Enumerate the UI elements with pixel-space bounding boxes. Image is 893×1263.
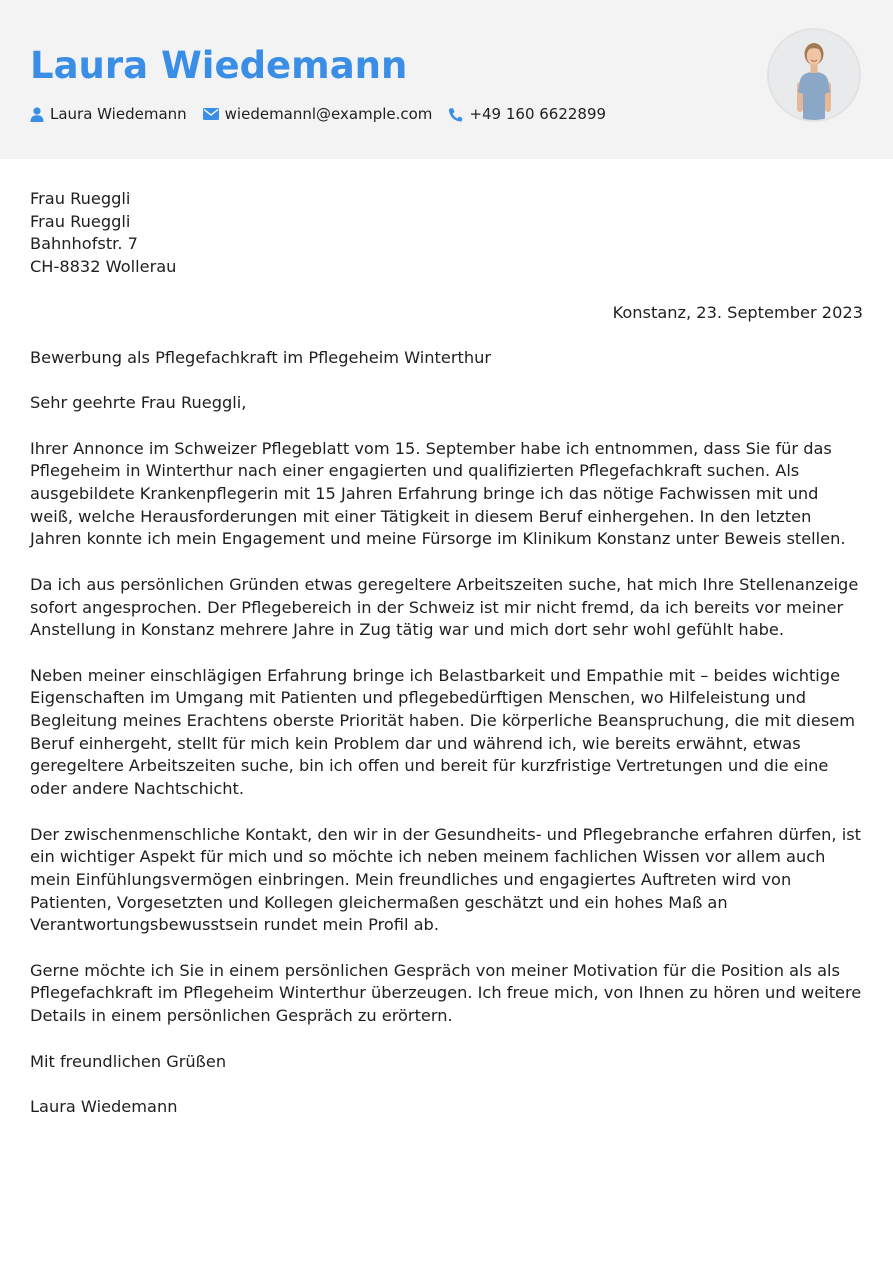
letter-salutation: Sehr geehrte Frau Rueggli, bbox=[30, 393, 247, 413]
contact-name bbox=[30, 103, 187, 125]
recipient-city: CH-8832 Wollerau bbox=[30, 257, 177, 277]
recipient-street: Bahnhofstr. 7 bbox=[30, 234, 138, 254]
contact-phone[interactable] bbox=[448, 103, 606, 125]
user-icon bbox=[30, 107, 50, 122]
profile-photo bbox=[769, 30, 859, 120]
letter-closing: Mit freundlichen Grüßen bbox=[30, 1051, 227, 1071]
contact-name-text: Laura Wiedemann bbox=[50, 105, 187, 123]
letter-subject: Bewerbung als Pflegefachkraft im Pflegeheim Winterthur bbox=[30, 347, 491, 367]
letter-paragraph: Da ich aus persönlichen Gründen etwas geregeltere Arbeitszeiten suche, hat mich Ihre Stellenanzeige sofort angesprochen. Der Pflegebereich in der Schweiz ist mir nicht fremd, da ich bereits vor meiner Anstellung in Konstanz mehrere Jahre in Zug tätig war und mich dort sehr wohl gefühlt habe. bbox=[30, 574, 859, 640]
letter-signature: Laura Wiedemann bbox=[30, 1096, 178, 1116]
letter-paragraph: Gerne möchte ich Sie in einem persönlichen Gespräch von meiner Motivation für die Position als als Pflegefachkraft im Pflegeheim Winterthur überzeugen. Ich freue mich, von Ihnen zu hören und weitere Details in einem persönlichen Gespräch zu erörtern. bbox=[30, 960, 862, 1026]
contact-email-text[interactable]: wiedemannl@example.com bbox=[224, 105, 433, 123]
phone-icon bbox=[448, 107, 469, 122]
contact-row bbox=[30, 103, 622, 125]
letter-body bbox=[30, 188, 863, 1119]
letter-paragraph: Neben meiner einschlägigen Erfahrung bringe ich Belastbarkeit und Empathie mit – beides wichtige Eigenschaften im Umgang mit Patienten und pflegebedürftigen Menschen, wo Hilfeleistung und Begleitung meines Erachtens oberste Priorität haben. Die körperliche Beanspruchung, die mit diesem Beruf einhergeht, stellt für mich kein Problem dar und während ich, wie bereits erwähnt, etwas geregeltere Arbeitszeiten suche, bin ich offen und bereit für kurzfristige Vertretungen und die eine oder andere Nachtschicht. bbox=[30, 665, 856, 799]
letter-paragraph: Der zwischenmenschliche Kontakt, den wir in der Gesundheits- und Pflegebranche erfahren dürfen, ist ein wichtiger Aspekt für mich und so möchte ich neben meinem fachlichen Wissen vor allem auch mein Einfühlungsvermögen einbringen. Mein freundliches und engagiertes Auftreten wird von Patienten, Vorgesetzten und Kollegen gleichermaßen geschätzt und ein hohes Maß an Verantwortungsbewusstsein rundet mein Profil ab. bbox=[30, 824, 861, 935]
recipient-line: Frau Rueggli bbox=[30, 211, 131, 231]
letter-date: Konstanz, 23. September 2023 bbox=[612, 302, 863, 322]
contact-phone-text[interactable]: +49 160 6622899 bbox=[469, 105, 607, 123]
letter-paragraph: Ihrer Annonce im Schweizer Pflegeblatt vom 15. September habe ich entnommen, dass Sie für das Pflegeheim in Winterthur nach einer engagierten und qualifizierten Pflegefachkraft suchen. Als ausgebildete Krankenpflegerin mit 15 Jahren Erfahrung bringe ich das nötige Fachwissen mit und weiß, welche Herausforderungen mit einer Tätigkeit in diesem Beruf einhergehen. In den letzten Jahren konnte ich mein Engagement und meine Fürsorge im Klinikum Konstanz unter Beweis stellen. bbox=[30, 438, 846, 549]
recipient-line: Frau Rueggli bbox=[30, 189, 131, 208]
contact-email[interactable] bbox=[203, 103, 433, 125]
recipient-address bbox=[30, 188, 863, 279]
envelope-icon bbox=[203, 108, 225, 120]
sender-name: Laura Wiedemann bbox=[30, 44, 408, 87]
letter-header bbox=[0, 0, 893, 159]
